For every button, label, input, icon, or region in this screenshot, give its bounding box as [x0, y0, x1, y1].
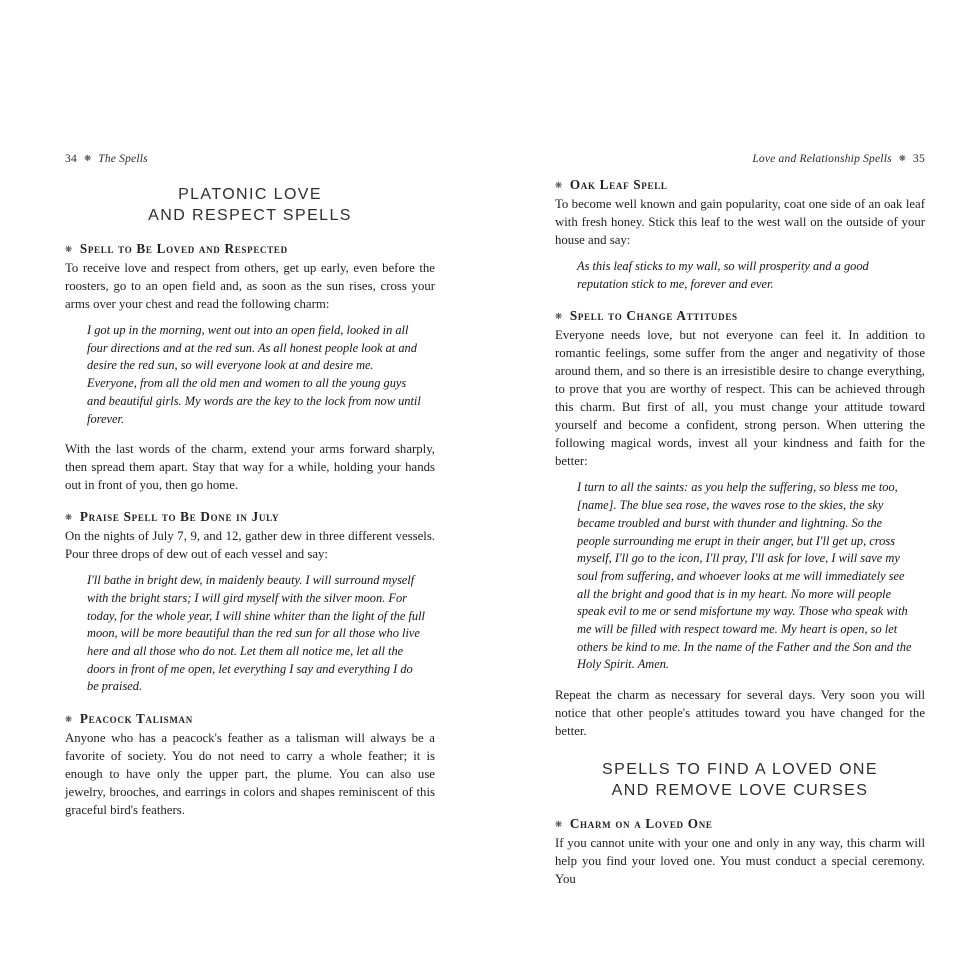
- floral-ornament-icon: ❋: [65, 512, 73, 523]
- section-heading: [555, 816, 925, 832]
- chapter-title-line1: SPELLS TO FIND A LOVED ONE: [602, 761, 878, 779]
- charm-quote: I'll bathe in bright dew, in maidenly beauty. I will surround myself with the bright stars; I will gird myself with the silver moon. For today, for the whole year, I will shine whiter than the light of the full moon, will be more beautiful than the red sun for all those who live here and all those who do not. Let them all notice me, let all the doors in front of me open, let everything I say and everything I do be praised.: [87, 573, 425, 694]
- charm-quote: As this leaf sticks to my wall, so will prosperity and a good reputation stick to me, forever and ever.: [577, 259, 869, 291]
- section-paragraph: With the last words of the charm, extend your arms forward sharply, then spread them apart. Stay that way for a while, holding your hands out in front of you, then go home.: [65, 442, 435, 493]
- charm-quote: I got up in the morning, went out into an open field, looked in all four directions and at the red sun. As all honest people look at and desire the red sun, so will everyone look at and desire me. Everyone, from all the old men and women to all the young guys and beautiful girls. My words are the key to the lock from now until forever.: [87, 323, 421, 426]
- section-heading-text: Oak Leaf Spell: [569, 177, 668, 192]
- section-heading-text: Spell to Change Attitudes: [569, 308, 738, 324]
- page-number-right: 35: [912, 153, 925, 165]
- chapter-title-left: [65, 184, 435, 226]
- chapter-title-line1: PLATONIC LOVE: [178, 186, 322, 203]
- running-head-left: [65, 153, 435, 165]
- running-head-title-right: Love and Relationship Spells: [752, 153, 892, 165]
- floral-ornament-icon: ❋: [65, 714, 73, 725]
- chapter-title-right: [555, 759, 925, 801]
- left-page: [65, 153, 435, 888]
- charm-quote: I turn to all the saints: as you help the suffering, so bless me too, [name]. The blue sea rose, the waves rose to the skies, the sky became troubled and burst with thunder and lightning. So the people surrounding me erupt in their anger, but I'll get up, cross myself, I'll go to the icon, I'll pray, I'll ask for love, I will save my soul from suffering, and whoever looks at me will immediately see all the bright and good that is in my heart. No more will people speak evil to me or send misfortune my way. Those who speak with me will be filled with respect toward me. My heart is open, so let others be kind to me. In the name of the Father and the Son and the Holy Spirit. Amen.: [577, 480, 912, 672]
- section-paragraph: Everyone needs love, but not everyone can feel it. In addition to romantic feelings, some suffer from the anger and negativity of those around them, and so there is an irresistible desire to change everything, to prove that you are worthy of respect. This can be achieved through this charm. But first of all, you must change your attitude toward yourself and become a confident, strong person. When uttering the following magical words, invest all your kindness and faith for the better:: [555, 328, 925, 469]
- section-paragraph: On the nights of July 7, 9, and 12, gather dew in three different vessels. Pour three drops of dew out of each vessel and say:: [65, 529, 435, 562]
- running-head-right: [555, 153, 925, 165]
- section-heading: [65, 241, 435, 257]
- section-heading: [555, 308, 925, 324]
- book-spread: [65, 153, 925, 888]
- floral-ornament-icon: ❋: [555, 819, 563, 830]
- section-paragraph: To receive love and respect from others, get up early, even before the roosters, go to an open field and, as soon as the sun rises, cross your arms over your chest and read the following charm:: [65, 261, 435, 311]
- floral-ornament-icon: ❋: [898, 153, 906, 163]
- section-paragraph: Anyone who has a peacock's feather as a talisman will always be a favorite of society. You do not need to carry a whole feather; it is enough to have only the upper part, the plume. You can also use jewelry, brooches, and earrings in colors and shapes reminiscent of this graceful bird's feathers.: [65, 731, 435, 818]
- section-paragraph: Repeat the charm as necessary for several days. Very soon you will notice that other people's attitudes toward you have changed for the better.: [555, 688, 925, 739]
- floral-ornament-icon: ❋: [84, 153, 92, 163]
- floral-ornament-icon: ❋: [555, 311, 563, 322]
- section-paragraph: To become well known and gain popularity, coat one side of an oak leaf with fresh honey. Stick this leaf to the west wall on the outside of your house and say:: [555, 197, 925, 247]
- section-heading-text: Charm on a Loved One: [569, 816, 713, 832]
- section-heading: [65, 711, 435, 727]
- floral-ornament-icon: ❋: [555, 180, 563, 190]
- page-number-left: 34: [65, 153, 78, 165]
- section-heading-text: Spell to Be Loved and Respected: [79, 241, 288, 256]
- floral-ornament-icon: ❋: [65, 244, 73, 254]
- section-heading-text: Peacock Talisman: [79, 711, 193, 727]
- running-head-title-left: The Spells: [98, 153, 148, 165]
- section-heading: [65, 509, 435, 525]
- chapter-title-line2: AND RESPECT SPELLS: [148, 207, 352, 224]
- right-page: [555, 153, 925, 888]
- section-paragraph: If you cannot unite with your one and only in any way, this charm will help you find your loved one. You must conduct a special ceremony. You: [555, 836, 925, 887]
- section-heading: [555, 177, 925, 193]
- chapter-title-line2: AND REMOVE LOVE CURSES: [611, 782, 869, 800]
- section-heading-text: Praise Spell to Be Done in July: [79, 509, 280, 525]
